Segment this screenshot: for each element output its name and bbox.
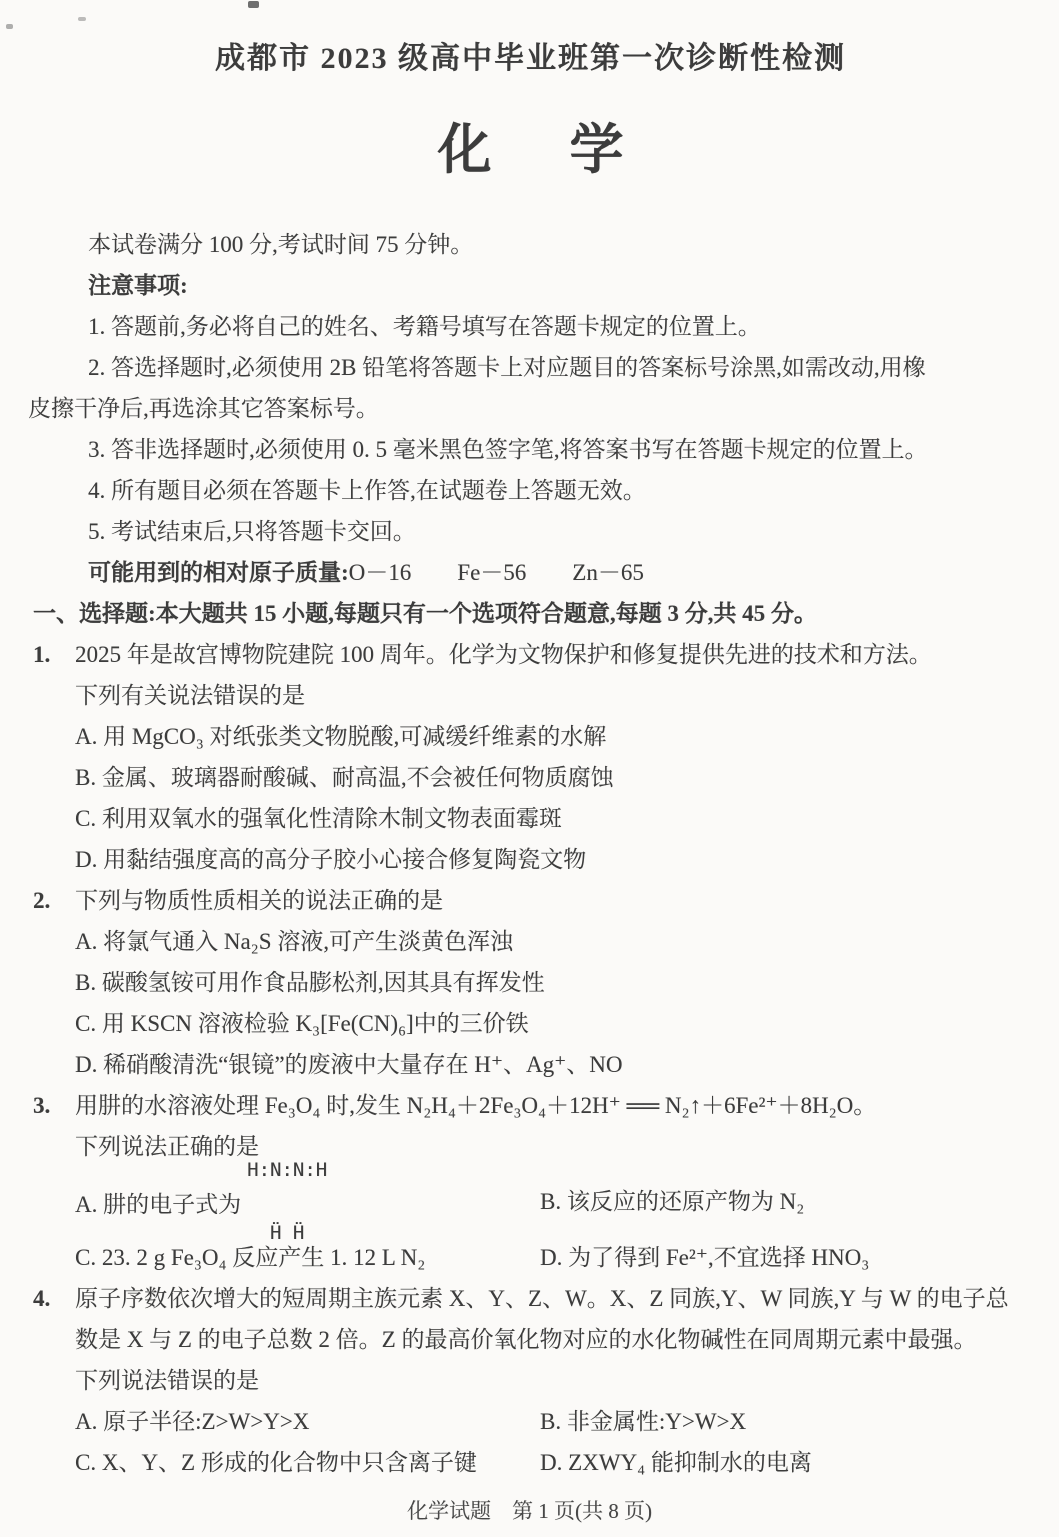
question-1-option-d: D. 用黏结强度高的高分子胶小心接合修复陶瓷文物 — [75, 847, 587, 872]
question-2-stem-line: 下列与物质性质相关的说法正确的是 — [75, 888, 443, 913]
question-4-option-row-2 — [75, 1442, 1033, 1483]
electron-formula-line: Ḧ Ḧ — [247, 1222, 305, 1244]
electron-formula-line: H:N:N:H — [247, 1159, 328, 1181]
scan-artifact — [6, 24, 13, 29]
note-line-2-wrap: 皮擦干净后,再选涂其它答案标号。 — [28, 396, 379, 421]
note-line-2: 2. 答选择题时,必须使用 2B 铅笔将答题卡上对应题目的答案标号涂黑,如需改动,用橡 — [88, 355, 926, 380]
question-4-number: 4. — [33, 1286, 51, 1311]
question-3-stem-line: 用肼的水溶液处理 Fe₃O₄ 时,发生 N₂H₄＋2Fe₃O₄＋12H⁺ ══ N₂↑＋6Fe²⁺＋8H₂O。 — [75, 1093, 877, 1118]
atomic-mass-line — [88, 552, 1033, 593]
question-3-option-a-label: A. 肼的电子式为 — [75, 1191, 242, 1217]
scan-artifact — [248, 1, 259, 8]
question-3-option-row-2 — [75, 1237, 1033, 1278]
note-line-4: 4. 所有题目必须在答题卡上作答,在试题卷上答题无效。 — [88, 478, 646, 503]
question-4-option-row-1 — [75, 1401, 1033, 1442]
note-line-5: 5. 考试结束后,只将答题卡交回。 — [88, 519, 416, 544]
question-2-option-a: A. 将氯气通入 Na₂S 溶液,可产生淡黄色浑浊 — [75, 929, 513, 954]
question-2-number: 2. — [33, 888, 51, 913]
question-2 — [28, 880, 1033, 1085]
question-1-stem-line: 下列有关说法错误的是 — [75, 683, 305, 708]
question-4-option-d: D. ZXWY₄ 能抑制水的电离 — [540, 1450, 812, 1475]
question-3-option-c: C. 23. 2 g Fe₃O₄ 反应产生 1. 12 L N₂ — [75, 1245, 426, 1270]
question-1-number: 1. — [33, 642, 51, 667]
question-3-stem-line: 下列说法正确的是 — [75, 1134, 259, 1159]
scan-artifact — [78, 17, 86, 21]
section-heading: 一、选择题:本大题共 15 小题,每题只有一个选项符合题意,每题 3 分,共 45 分。 — [33, 601, 817, 626]
notes-heading: 注意事项: — [88, 273, 188, 298]
question-4-option-a: A. 原子半径:Z>W>Y>X — [75, 1409, 310, 1434]
question-1-option-c: C. 利用双氧水的强氧化性清除木制文物表面霉斑 — [75, 806, 562, 831]
question-4-stem-line: 原子序数依次增大的短周期主族元素 X、Y、Z、W。X、Z 同族,Y、W 同族,Y 与 W 的电子总 — [75, 1286, 1009, 1311]
question-3-option-d: D. 为了得到 Fe²⁺,不宜选择 HNO₃ — [540, 1245, 870, 1270]
question-2-option-c: C. 用 KSCN 溶液检验 K₃[Fe(CN)₆]中的三价铁 — [75, 1011, 529, 1036]
question-1-stem-line: 2025 年是故宫博物院建院 100 周年。化学为文物保护和修复提供先进的技术和方法。 — [75, 642, 932, 667]
exam-title: 成都市 2023 级高中毕业班第一次诊断性检测 — [215, 42, 846, 75]
page-footer: 化学试题 第 1 页(共 8 页) — [407, 1499, 652, 1523]
note-line-3: 3. 答非选择题时,必须使用 0. 5 毫米黑色签字笔,将答案书写在答题卡规定的位置上。 — [88, 437, 928, 462]
question-3-number: 3. — [33, 1093, 51, 1118]
question-4-option-b: B. 非金属性:Y>W>X — [540, 1409, 747, 1434]
atomic-mass-values: O－16 Fe－56 Zn－65 — [348, 560, 644, 585]
question-1-option-a: A. 用 MgCO₃ 对纸张类文物脱酸,可减缓纤维素的水解 — [75, 724, 607, 749]
question-4 — [28, 1278, 1033, 1483]
question-4-stem-line: 数是 X 与 Z 的电子总数 2 倍。Z 的最高价氧化物对应的水化物碱性在同周期元素中最强。 — [75, 1327, 977, 1352]
question-3-option-b: B. 该反应的还原产物为 N₂ — [540, 1189, 805, 1214]
question-3-option-row-1 — [75, 1159, 1033, 1244]
question-2-option-b: B. 碳酸氢铵可用作食品膨松剂,因其具有挥发性 — [75, 970, 545, 995]
question-4-option-c: C. X、Y、Z 形成的化合物中只含离子键 — [75, 1450, 477, 1475]
question-4-stem-line: 下列说法错误的是 — [75, 1368, 259, 1393]
note-line-1: 1. 答题前,务必将自己的姓名、考籍号填写在答题卡规定的位置上。 — [88, 314, 761, 339]
question-1-option-b: B. 金属、玻璃器耐酸碱、耐高温,不会被任何物质腐蚀 — [75, 765, 614, 790]
subject-title: 化 学 — [437, 120, 636, 180]
atomic-mass-label: 可能用到的相对原子质量: — [88, 560, 349, 585]
question-3 — [28, 1085, 1033, 1278]
exam-info-line: 本试卷满分 100 分,考试时间 75 分钟。 — [88, 232, 474, 257]
question-1 — [28, 634, 1033, 880]
question-2-option-d: D. 稀硝酸清洗“银镜”的废液中大量存在 H⁺、Ag⁺、NO — [75, 1052, 623, 1077]
